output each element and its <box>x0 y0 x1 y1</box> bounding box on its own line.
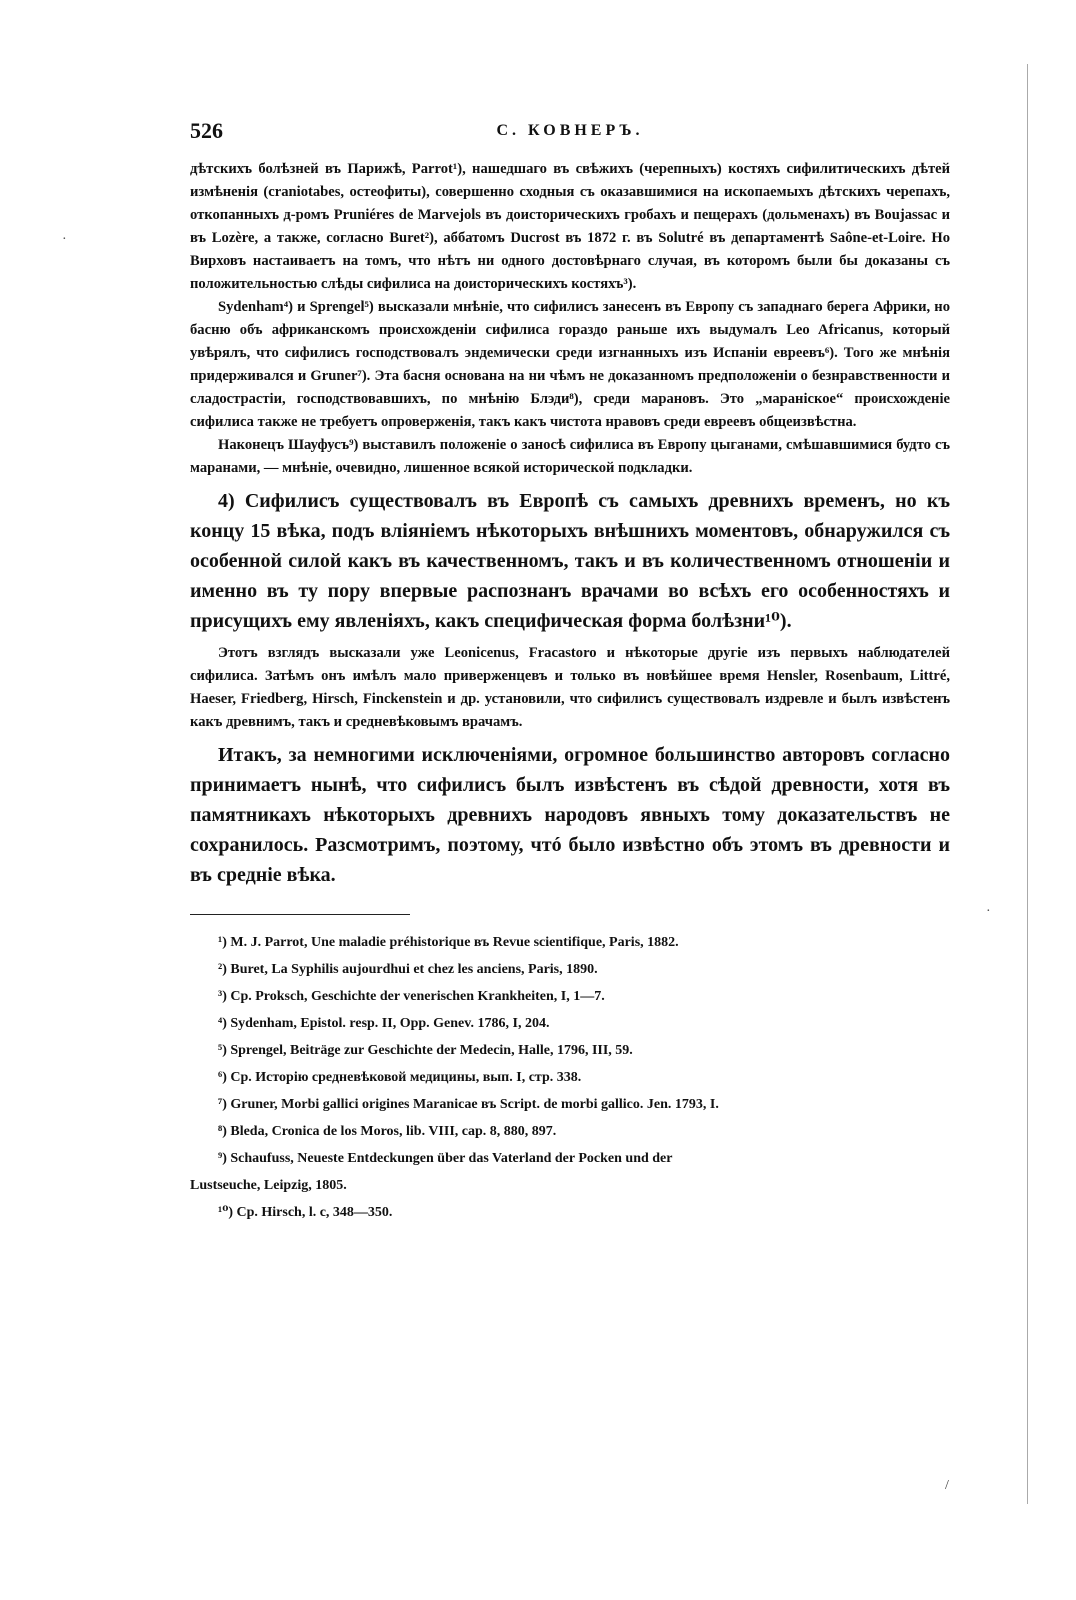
footnote: ⁹) Schaufuss, Neueste Entdeckungen über das Vaterland der Pocken und der <box>218 1151 673 1166</box>
footnote: ³) Cp. Proksch, Geschichte der venerischen Krankheiten, I, 1—7. <box>218 989 605 1004</box>
paragraph-leonicenus: Этотъ взглядъ высказали уже Leonicenus, Fracastoro и нѣкоторые другіе изъ первыхъ наблюдателей сифилиса. Затѣмъ онъ имѣлъ мало приверженцевъ и только въ новѣйшее время Hensler, Rosenbaum, Littré, Haeser, Friedberg, Hirsch, Finckenstein и др. установили, что сифилисъ существовалъ издревле и былъ извѣстенъ какъ древнимъ, такъ и средневѣковымъ врачамъ. <box>190 645 950 730</box>
margin-mark: / <box>945 1478 949 1493</box>
running-head <box>190 118 950 158</box>
thesis-paragraph: 4) Сифилисъ существовалъ въ Европѣ съ самыхъ древнихъ временъ, но къ концу 15 вѣка, подъ вліяніемъ нѣкоторыхъ внѣшнихъ моментовъ, обнаружился съ особенной силой какъ въ качественномъ, такъ и въ количественномъ отношеніи и именно въ ту пору впервые распознанъ врачами во всѣхъ его особенностяхъ и присущихъ ему явленіяхъ, какъ специфическая форма болѣзни¹⁰). <box>190 490 950 632</box>
page-number: 526 <box>190 118 223 143</box>
paragraph-sydenham: Sydenham⁴) и Sprengel⁵) высказали мнѣніе, что сифилисъ занесенъ въ Европу съ западнаго берега Африки, но басню объ африканскомъ происхожденіи сифилиса гораздо раньше ихъ выдумалъ Leo Africanus, который увѣрялъ, что сифилисъ господствовалъ эндемически среди изгнанныхъ изъ Испаніи евреевъ⁶). Того же мнѣнія придерживался и Gruner⁷). Эта басня основана на ни чѣмъ не доказанномъ предположеніи о безнравственности и сладострастіи, господствовавшихъ, по мнѣнію Блэди⁸), среди марановъ. Это „мараніское“ происхожденіе сифилиса также не требуетъ опроверженія, такъ какъ чистота нравовъ среди евреевъ общеизвѣстна. <box>190 299 950 430</box>
footnote: ¹⁰) Cp. Hirsch, l. c, 348—350. <box>218 1205 393 1220</box>
page <box>190 118 950 1226</box>
running-title: С. КОВНЕРЪ. <box>496 122 644 139</box>
footnote: ⁴) Sydenham, Epistol. resp. II, Opp. Genev. 1786, I, 204. <box>218 1016 550 1031</box>
footnote: ⁸) Bleda, Cronica de los Moros, lib. VIII, cap. 8, 880, 897. <box>218 1124 557 1139</box>
footnote: ⁵) Sprengel, Beiträge zur Geschichte der Medecin, Halle, 1796, III, 59. <box>218 1043 633 1058</box>
footnote: ²) Buret, La Syphilis aujourdhui et chez les anciens, Paris, 1890. <box>218 962 598 977</box>
footnote: ⁶) Cp. Исторію средневѣковой медицины, вып. I, стр. 338. <box>218 1070 582 1085</box>
conclusion-paragraph: Итакъ, за немногими исключеніями, огромное большинство авторовъ согласно принимаетъ нынѣ, что сифилисъ былъ извѣстенъ въ сѣдой древности, хотя въ памятникахъ нѣкоторыхъ древнихъ народовъ явныхъ тому доказательствъ не сохранилось. Разсмотримъ, поэтому, чтó было извѣстно объ этомъ въ древности и въ средніе вѣка. <box>190 744 950 886</box>
margin-mark: · <box>986 904 991 919</box>
page-edge-line <box>1027 64 1028 1504</box>
footnote-divider <box>190 914 410 915</box>
footnote: ⁷) Gruner, Morbi gallici origines Maranicae въ Script. de morbi gallico. Jen. 1793, I. <box>218 1097 719 1112</box>
footnote-continuation: Lustseuche, Leipzig, 1805. <box>190 1178 347 1193</box>
margin-mark: · <box>62 232 67 247</box>
paragraph-schaufuss: Наконецъ Шауфусъ⁹) выставилъ положеніе о заносѣ сифилиса въ Европу цыганами, смѣшавшимися будто съ маранами, — мнѣніе, очевидно, лишенное всякой исторической подкладки. <box>190 437 950 476</box>
footnote: ¹) M. J. Parrot, Une maladie préhistorique въ Revue scientifique, Paris, 1882. <box>218 935 679 950</box>
paragraph-parrot: дѣтскихъ болѣзней въ Парижѣ, Parrot¹), нашедшаго въ свѣжихъ (черепныхъ) костяхъ сифилитическихъ дѣтей измѣненія (craniotabes, остеофиты), совершенно сходныя съ оказавшимися на ископаемыхъ дѣтскихъ черепахъ, откопанныхъ д-ромъ Pruniéres de Marvejols въ доисторическихъ гробахъ и пещерахъ (дольменахъ) въ Boujassac и въ Lozère, а также, согласно Buret²), аббатомъ Ducrost въ 1872 г. въ Solutré въ департаментѣ Saône-et-Loire. Но Вирховъ настаиваетъ на томъ, что нѣтъ ни одного достовѣрнаго случая, въ которомъ были бы доказаны съ положительностью слѣды сифилиса на доисторическихъ костяхъ³). <box>190 161 950 292</box>
